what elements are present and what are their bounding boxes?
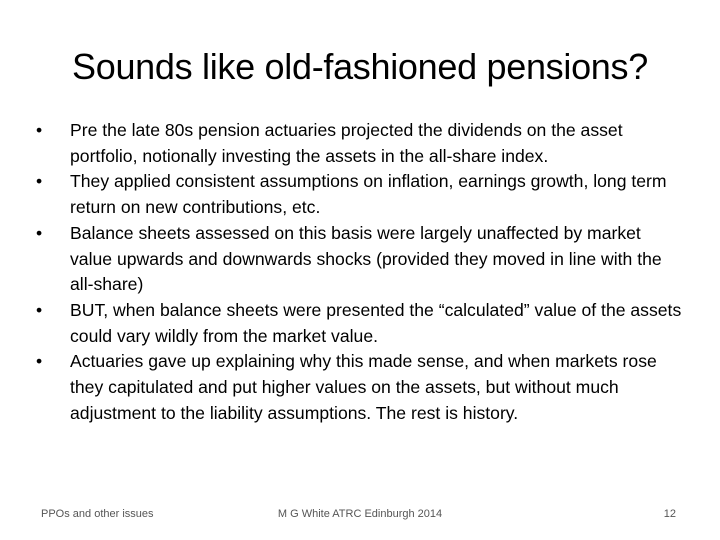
bullet-text: BUT, when balance sheets were presented the “calculated” value of the assets could vary wildly from the market value.	[70, 299, 682, 346]
bullet-icon: •	[36, 299, 43, 320]
bullet-icon: •	[36, 222, 43, 243]
bullet-list	[36, 118, 684, 426]
bullet-icon: •	[36, 351, 43, 372]
footer-author-event: M G White ATRC Edinburgh 2014	[277, 508, 443, 520]
bullet-item	[36, 118, 684, 169]
bullet-item	[36, 298, 684, 349]
slide-title: Sounds like old-fashioned pensions?	[72, 46, 648, 87]
footer-page-number: 12	[663, 508, 676, 520]
bullet-text: Actuaries gave up explaining why this made sense, and when markets rose they capitulated and put higher values on the assets, but without much adjustment to the liability assumptions. The rest is history.	[70, 351, 657, 423]
bullet-text: Pre the late 80s pension actuaries projected the dividends on the asset portfolio, notionally investing the assets in the all-share index.	[70, 120, 623, 166]
bullet-item	[36, 349, 684, 426]
bullet-item	[36, 169, 684, 220]
footer-presentation-title: PPOs and other issues	[41, 508, 154, 520]
bullet-text: Balance sheets assessed on this basis were largely unaffected by market value upwards and downwards shocks (provided they moved in line with the all-share)	[70, 222, 662, 295]
bullet-text: They applied consistent assumptions on inflation, earnings growth, long term return on new contributions, etc.	[70, 171, 667, 218]
bullet-item	[36, 221, 684, 298]
bullet-icon: •	[36, 120, 43, 140]
bullet-icon: •	[36, 171, 43, 192]
